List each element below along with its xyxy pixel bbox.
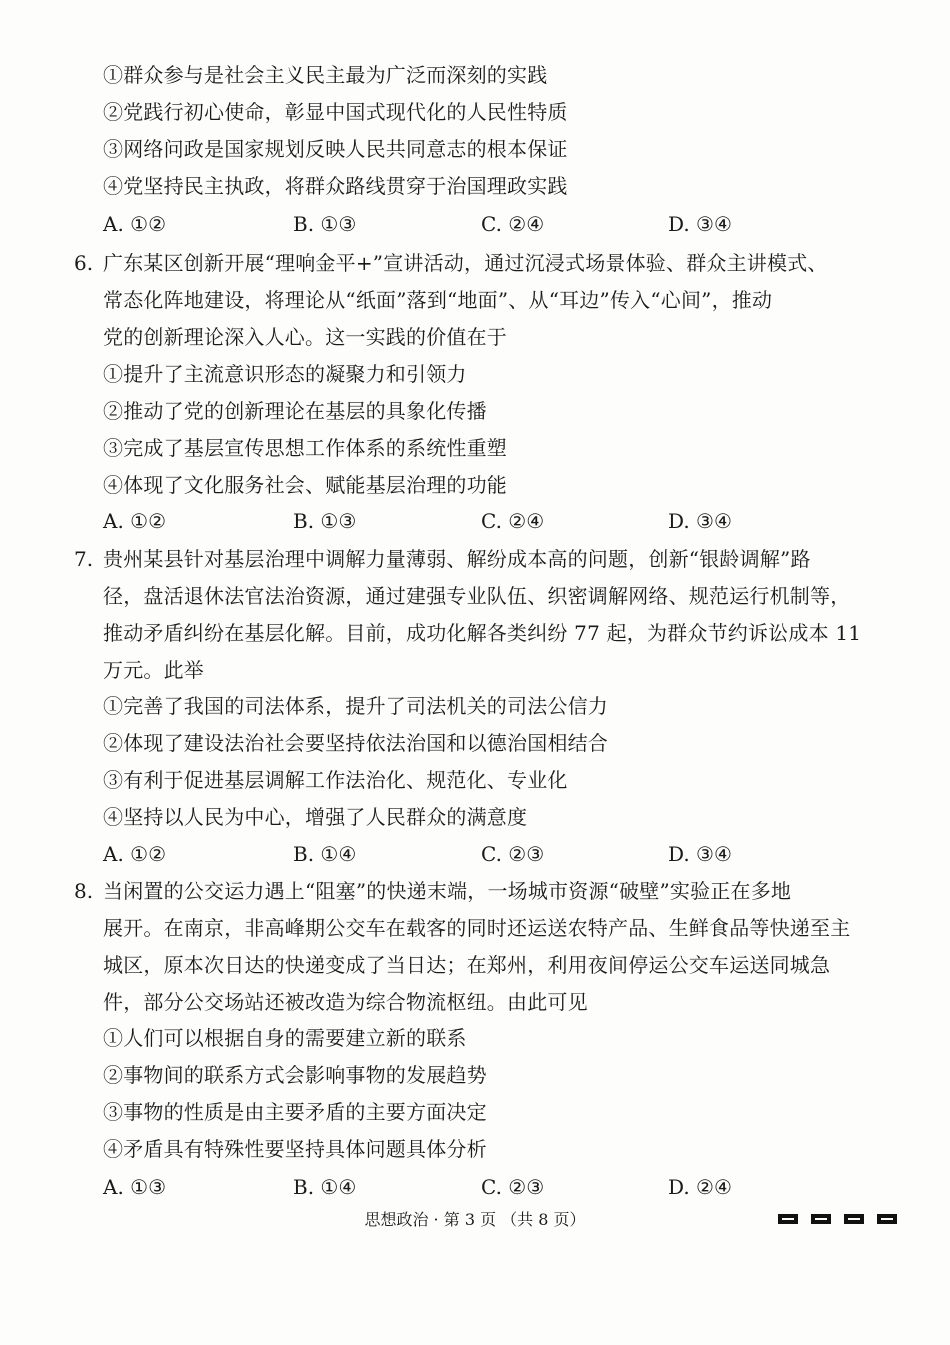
q5-statement-4: ④党坚持民主执政，将群众路线贯穿于治国理政实践: [103, 174, 568, 198]
q8-option-c: C. ②③: [481, 1175, 545, 1199]
q6-statement-3: ③完成了基层宣传思想工作体系的系统性重塑: [103, 436, 507, 460]
q5-option-c: C. ②④: [481, 212, 545, 236]
q7-stem-line-2: 径，盘活退休法官法治资源，通过建强专业队伍、织密调解网络、规范运行机制等，: [103, 584, 851, 608]
q8-stem-line-3: 城区，原本次日达的快递变成了当日达；在郑州，利用夜间停运公交车运送同城急: [103, 953, 831, 977]
q6-stem-line-1: 广东某区创新开展“理响金平+”宣讲活动，通过沉浸式场景体验、群众主讲模式、: [103, 251, 828, 275]
q7-statement-4: ④坚持以人民为中心，增强了人民群众的满意度: [103, 805, 528, 829]
q8-stem-line-1: 当闲置的公交运力遇上“阻塞”的快递末端，一场城市资源“破壁”实验正在多地: [103, 879, 792, 903]
q7-options: [103, 840, 863, 868]
q8-options: [103, 1173, 863, 1201]
q8-option-b: B. ①④: [293, 1175, 357, 1199]
q7-option-b: B. ①④: [293, 842, 357, 866]
q8-number: 8.: [74, 879, 94, 903]
q5-option-d: D. ③④: [668, 212, 732, 236]
q7-stem-line-4: 万元。此举: [103, 658, 204, 682]
q6-number: 6.: [74, 251, 94, 275]
q5-statement-2: ②党践行初心使命，彰显中国式现代化的人民性特质: [103, 100, 568, 124]
q5-statement-3: ③网络问政是国家规划反映人民共同意志的根本保证: [103, 137, 568, 161]
scan-mark: [811, 1214, 831, 1224]
q7-option-c: C. ②③: [481, 842, 545, 866]
page-footer: 思想政治 · 第 3 页 （共 8 页）: [364, 1210, 586, 1229]
scan-mark: [844, 1214, 864, 1224]
q8-statement-1: ①人们可以根据自身的需要建立新的联系: [103, 1026, 467, 1050]
q8-statement-4: ④矛盾具有特殊性要坚持具体问题具体分析: [103, 1137, 487, 1161]
q5-option-b: B. ①③: [293, 212, 357, 236]
q6-option-c: C. ②④: [481, 509, 545, 533]
q6-statement-4: ④体现了文化服务社会、赋能基层治理的功能: [103, 473, 507, 497]
q7-statement-1: ①完善了我国的司法体系，提升了司法机关的司法公信力: [103, 694, 608, 718]
q7-stem-line-1: 贵州某县针对基层治理中调解力量薄弱、解纷成本高的问题，创新“银龄调解”路: [103, 547, 811, 571]
q6-statement-1: ①提升了主流意识形态的凝聚力和引领力: [103, 362, 467, 386]
q6-options: [103, 507, 863, 535]
q8-statement-3: ③事物的性质是由主要矛盾的主要方面决定: [103, 1100, 487, 1124]
q7-stem-line-3: 推动矛盾纠纷在基层化解。目前，成功化解各类纠纷 77 起，为群众节约诉讼成本 11: [103, 621, 862, 645]
q8-stem-line-4: 件，部分公交场站还被改造为综合物流枢纽。由此可见: [103, 990, 588, 1014]
q6-option-b: B. ①③: [293, 509, 357, 533]
q7-statement-2: ②体现了建设法治社会要坚持依法治国和以德治国相结合: [103, 731, 608, 755]
scan-mark: [778, 1214, 798, 1224]
q7-number: 7.: [74, 547, 94, 571]
q5-options: [103, 210, 863, 238]
q7-option-a: A. ①②: [103, 842, 167, 866]
scan-mark: [877, 1214, 897, 1224]
q6-option-d: D. ③④: [668, 509, 732, 533]
q8-statement-2: ②事物间的联系方式会影响事物的发展趋势: [103, 1063, 487, 1087]
q6-option-a: A. ①②: [103, 509, 167, 533]
q6-stem-line-3: 党的创新理论深入人心。这一实践的价值在于: [103, 325, 507, 349]
q5-option-a: A. ①②: [103, 212, 167, 236]
q8-option-d: D. ②④: [668, 1175, 732, 1199]
q5-statement-1: ①群众参与是社会主义民主最为广泛而深刻的实践: [103, 63, 548, 87]
scan-marks: [778, 1214, 898, 1226]
q7-statement-3: ③有利于促进基层调解工作法治化、规范化、专业化: [103, 768, 568, 792]
q8-stem-line-2: 展开。在南京，非高峰期公交车在载客的同时还运送农特产品、生鲜食品等快递至主: [103, 916, 851, 940]
q6-stem-line-2: 常态化阵地建设，将理论从“纸面”落到“地面”、从“耳边”传入“心间”，推动: [103, 288, 773, 312]
q6-statement-2: ②推动了党的创新理论在基层的具象化传播: [103, 399, 487, 423]
q8-option-a: A. ①③: [103, 1175, 167, 1199]
q7-option-d: D. ③④: [668, 842, 732, 866]
